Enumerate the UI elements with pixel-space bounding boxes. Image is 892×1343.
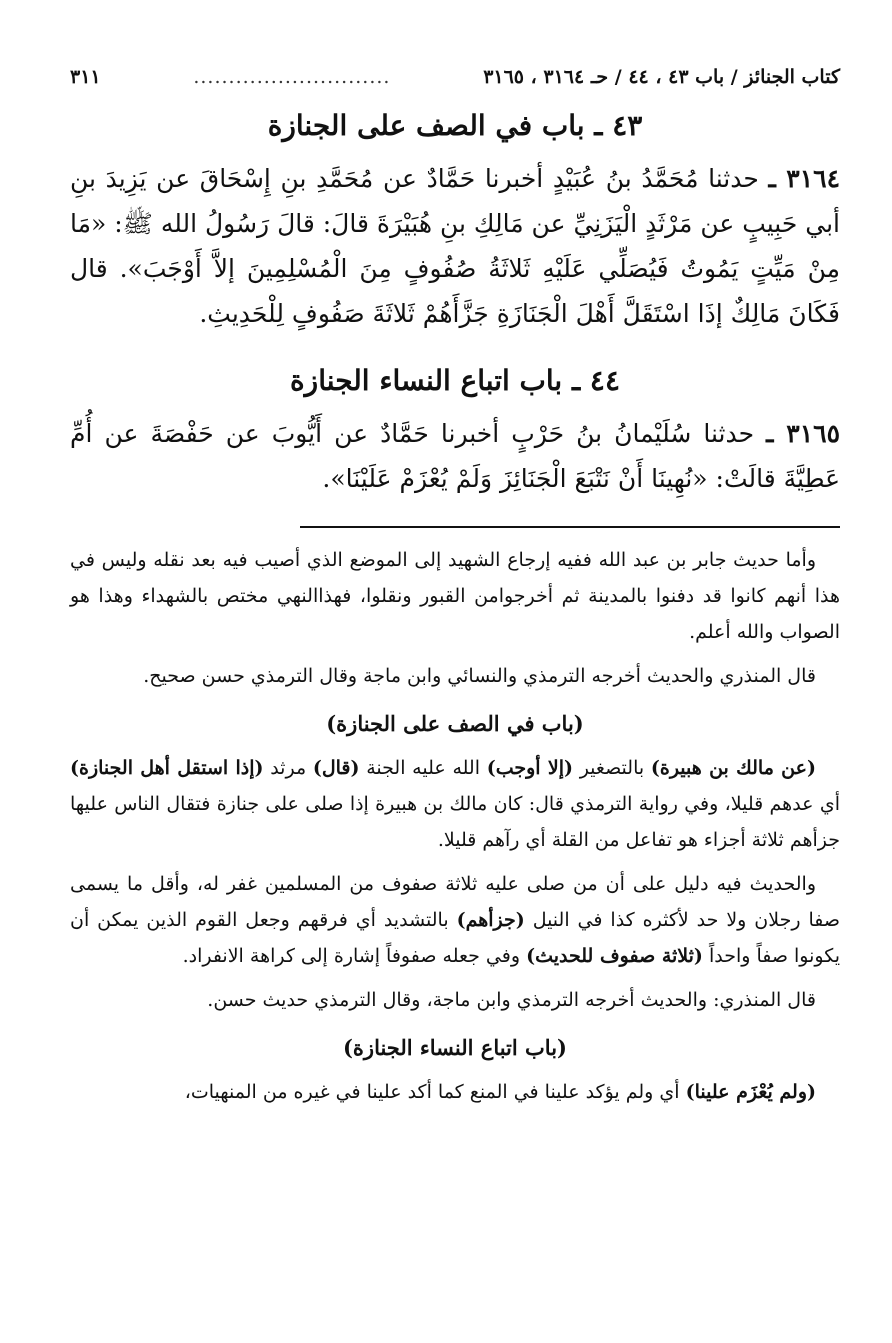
commentary-text: مرثد [270, 757, 307, 779]
commentary-paragraph-3 [70, 750, 840, 858]
quoted-phrase: (قال) [312, 757, 360, 779]
commentary-text: أي ولم يؤكد علينا في المنع كما أكد علينا في غيره من المنهيات، [184, 1081, 680, 1103]
commentary-text: بالتصغير [579, 757, 645, 779]
running-header [70, 62, 840, 92]
commentary-text: بالتشديد أي فرقهم وجعل القوم الذين يمكن أن يكونوا صفاً واحداً [70, 909, 840, 967]
commentary-paragraph-6 [70, 1074, 840, 1110]
commentary-paragraph-5: قال المنذري: والحديث أخرجه الترمذي وابن ماجة، وقال الترمذي حديث حسن. [207, 989, 816, 1011]
quoted-phrase: (ثلاثة صفوف للحديث) [526, 945, 703, 967]
commentary-paragraph-4 [70, 866, 840, 974]
quoted-phrase: (عن مالك بن هبيرة) [650, 757, 816, 779]
quoted-phrase: (إلا أوجب) [486, 757, 573, 779]
page-number: ٣١١ [70, 66, 101, 88]
commentary-text: أي عدهم قليلا، وفي رواية الترمذي قال: كان مالك بن هبيرة إذا صلى على جنازة فتقال الناس عليها جزأهم ثلاثة أجزاء هو تفاعل من القلة أي رآهم قليلا. [70, 793, 840, 851]
quoted-phrase: (جزأهم) [456, 909, 525, 931]
commentary-text: الله عليه الجنة [366, 757, 480, 779]
hadith-3165-number: ٣١٦٥ ـ [766, 419, 840, 448]
commentary-text: والحديث فيه دليل على أن من صلى عليه ثلاثة صفوف من المسلمين غفر له، وأقل ما يسمى صفا رجلان ولا حد لأكثره كذا في النيل [70, 873, 840, 931]
chapter-44-title: ٤٤ ـ باب اتباع النساء الجنازة [290, 364, 620, 397]
running-title: كتاب الجنائز / باب ٤٣ ، ٤٤ / حـ ٣١٦٤ ، ٣١٦٥ [483, 66, 840, 88]
hadith-3164-text: حدثنا مُحَمَّدُ بنُ عُبَيْدٍ أخبرنا حَمَّادٌ عن مُحَمَّدِ بنِ إِسْحَاقَ عن يَزِيدَ بنِ أبي حَبِيبٍ عن مَرْثَدٍ الْيَزَنِيِّ عن مَالِكِ بنِ هُبَيْرَةَ قالَ: قالَ رَسُولُ الله ﷺ: «مَا مِنْ مَيِّتٍ يَمُوتُ فَيُصَلِّي عَلَيْهِ ثَلاثَةُ صُفُوفٍ مِنَ الْمُسْلِمِينَ إلاَّ أَوْجَبَ». قال فَكَانَ مَالِكٌ إذَا اسْتَقَلَّ أَهْلَ الْجَنَازَةِ جَزَّأَهُمْ ثَلاثَةَ صَفُوفٍ لِلْحَدِيثِ. [70, 164, 840, 328]
hadith-3164-number: ٣١٦٤ ـ [768, 164, 841, 193]
quoted-phrase: (إذا استقل أهل الجنازة) [70, 757, 264, 779]
footnote-divider [300, 526, 840, 528]
commentary-paragraph-2: قال المنذري والحديث أخرجه الترمذي والنسائي وابن ماجة وقال الترمذي حسن صحيح. [143, 665, 816, 687]
hadith-3165-text: حدثنا سُلَيْمانُ بنُ حَرْبٍ أخبرنا حَمَّادٌ عن أَيُّوبَ عن حَفْصَةَ عن أُمِّ عَطِيَّةَ قالَتْ: «نُهِينَا أَنْ نَتْبَعَ الْجَنَائِزَ وَلَمْ يُعْزَمْ عَلَيْنَا». [70, 419, 840, 493]
quoted-phrase: (ولم يُعْزَم علينا) [685, 1081, 816, 1103]
chapter-43-title: ٤٣ ـ باب في الصف على الجنازة [267, 109, 643, 142]
hadith-3165 [70, 411, 840, 501]
leader-dots: ............................ [193, 66, 391, 88]
commentary-subtitle-1: (باب في الصف على الجنازة) [326, 711, 584, 736]
commentary-subtitle-2: (باب اتباع النساء الجنازة) [342, 1035, 567, 1060]
page [70, 62, 840, 1118]
commentary-paragraph-1: وأما حديث جابر بن عبد الله ففيه إرجاع الشهيد إلى الموضع الذي أصيب فيه بعد نقله وليس في هذا أنهم كانوا قد دفنوا بالمدينة ثم أخرجوامن القبور ونقلوا، فهذاالنهي مختص بالشهداء وهذا هو الصواب والله أعلم. [70, 549, 840, 643]
commentary-text: وفي جعله صفوفاً إشارة إلى كراهة الانفراد. [182, 945, 521, 967]
hadith-3164 [70, 156, 840, 336]
